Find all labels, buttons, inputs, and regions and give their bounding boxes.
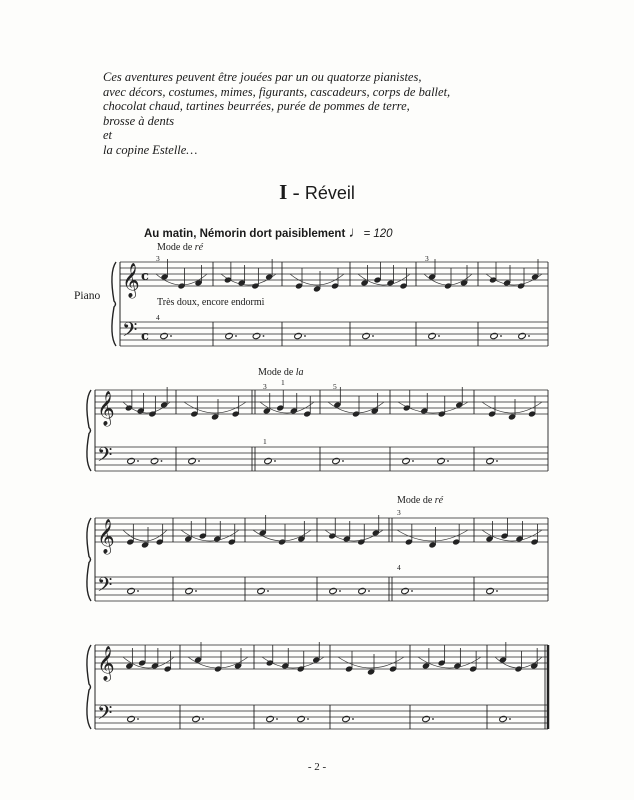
half-note-head: [160, 332, 169, 339]
treble-clef-icon: 𝄞: [97, 391, 115, 426]
half-note-head: [422, 715, 431, 722]
intro-line: et: [103, 128, 113, 143]
dot: [202, 718, 204, 720]
slur: [482, 402, 542, 413]
dot: [500, 335, 502, 337]
dot: [137, 718, 139, 720]
dot: [438, 335, 440, 337]
mode-prefix: Mode de: [157, 242, 195, 253]
dot: [411, 590, 413, 592]
half-note-head: [127, 457, 136, 464]
half-note-head: [332, 457, 341, 464]
piece-name: Réveil: [304, 183, 355, 203]
treble-clef-icon: 𝄞: [97, 519, 115, 554]
intro-line: Ces aventures peuvent être jouées par un ou quatorze pianistes,: [103, 70, 422, 84]
brace: [87, 518, 91, 601]
dot: [267, 590, 269, 592]
dot: [372, 335, 374, 337]
half-note-head: [342, 715, 351, 722]
dot: [137, 590, 139, 592]
dot: [352, 718, 354, 720]
half-note-head: [264, 457, 273, 464]
half-note-head: [329, 587, 338, 594]
fingering: 1: [281, 378, 285, 387]
common-time-icon: c: [141, 329, 149, 344]
dot: [304, 335, 306, 337]
expression-marking: Très doux, encore endormi: [157, 297, 265, 308]
dot: [137, 460, 139, 462]
half-note-head: [486, 457, 495, 464]
half-note-head: [225, 332, 234, 339]
dot: [432, 718, 434, 720]
slur: [397, 530, 468, 541]
intro-line: chocolat chaud, tartines beurrées, purée de pommes de terre,: [103, 99, 410, 114]
instrument-label: Piano: [74, 290, 101, 302]
half-note-head: [127, 587, 136, 594]
intro-line: brosse à dents: [103, 113, 175, 128]
half-note-head: [252, 332, 261, 339]
half-note-head: [486, 587, 495, 594]
fingering: 3: [397, 508, 401, 517]
dot: [339, 590, 341, 592]
slur: [290, 274, 344, 285]
dot: [368, 590, 370, 592]
intro-line: la copine Estelle…: [103, 142, 198, 157]
brace: [87, 390, 91, 471]
half-note-head: [401, 587, 410, 594]
treble-clef-icon: 𝄞: [97, 646, 115, 681]
half-note-head: [518, 332, 527, 339]
fingering: 4: [397, 563, 401, 572]
half-note-head: [257, 587, 266, 594]
dot: [509, 718, 511, 720]
intro-line: avec décors, costumes, mimes, figurants, cascadeurs, corps de ballet,: [103, 84, 451, 99]
half-note-head: [499, 715, 508, 722]
dot: [263, 335, 265, 337]
dot: [496, 460, 498, 462]
treble-clef-icon: 𝄞: [122, 263, 140, 298]
tempo-bpm: = 120: [363, 228, 393, 240]
brace: [87, 645, 91, 729]
quarter-note-icon: ♩: [348, 224, 364, 241]
half-note-head: [428, 332, 437, 339]
fingering: 4: [156, 313, 160, 322]
half-note-head: [266, 715, 275, 722]
fingering: 3: [425, 254, 429, 263]
fingering: 5: [333, 382, 337, 391]
dot: [195, 590, 197, 592]
bass-clef-icon: 𝄢: [97, 573, 113, 601]
dot: [198, 460, 200, 462]
mode-prefix: Mode de: [258, 367, 296, 378]
mode-note: la: [295, 367, 304, 378]
half-note-head: [437, 457, 446, 464]
half-note-head: [490, 332, 499, 339]
bass-clef-icon: 𝄢: [97, 443, 113, 471]
bass-clef-icon: 𝄢: [122, 318, 138, 346]
dot: [235, 335, 237, 337]
tempo-text: Au matin, Némorin dort paisiblement: [144, 228, 346, 240]
dot: [528, 335, 530, 337]
slur: [338, 657, 404, 668]
half-note-head: [362, 332, 371, 339]
half-note-head: [150, 457, 159, 464]
slur: [123, 530, 167, 541]
page-number: - 2 -: [307, 761, 327, 773]
dot: [447, 460, 449, 462]
dot: [307, 718, 309, 720]
mode-prefix: Mode de: [397, 495, 435, 506]
fingering: 3: [156, 254, 160, 263]
fingering: 1: [263, 437, 267, 446]
half-note-head: [402, 457, 411, 464]
dot: [412, 460, 414, 462]
slur: [184, 402, 246, 413]
half-note-head: [297, 715, 306, 722]
dot: [342, 460, 344, 462]
half-note-head: [294, 332, 303, 339]
piece-separator: -: [287, 180, 305, 204]
half-note-head: [127, 715, 136, 722]
dot: [496, 590, 498, 592]
piece-number: I: [279, 180, 288, 204]
half-note-head: [192, 715, 201, 722]
mode-note: ré: [194, 242, 204, 253]
dot: [170, 335, 172, 337]
dot: [161, 460, 163, 462]
dot: [276, 718, 278, 720]
fingering: 3: [263, 382, 267, 391]
brace: [112, 262, 116, 346]
half-note-head: [188, 457, 197, 464]
dot: [274, 460, 276, 462]
bass-clef-icon: 𝄢: [97, 701, 113, 729]
mode-note: ré: [434, 495, 444, 506]
common-time-icon: c: [141, 269, 149, 284]
half-note-head: [358, 587, 367, 594]
half-note-head: [185, 587, 194, 594]
